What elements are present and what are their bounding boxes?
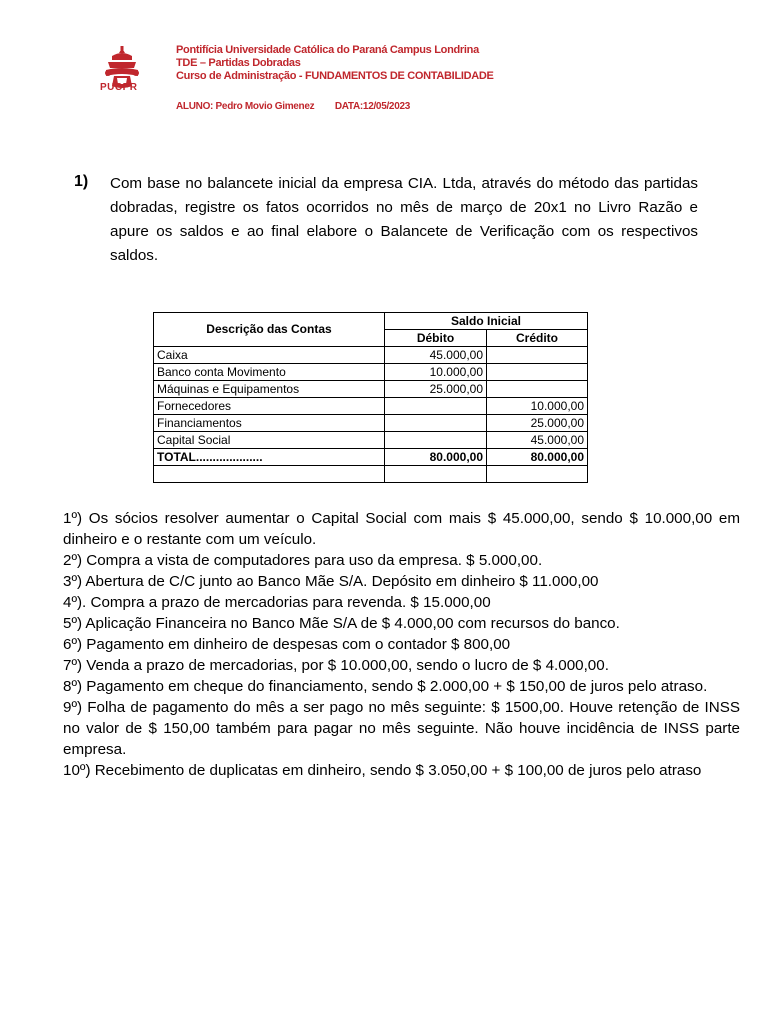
fact-item: 1º) Os sócios resolver aumentar o Capital Social com mais $ 45.000,00, sendo $ 10.000,00 em dinheiro e o restante com um veículo. (63, 510, 740, 548)
row-debit: 45.000,00 (385, 347, 487, 364)
fact-item: 4º). Compra a prazo de mercadorias para revenda. $ 15.000,00 (63, 594, 491, 611)
initial-balance-table (153, 312, 588, 483)
col-header-credit: Crédito (487, 330, 588, 347)
table-empty-row (154, 466, 588, 483)
fact-item: 8º) Pagamento em cheque do financiamento, sendo $ 2.000,00 + $ 150,00 de juros pelo atraso. (63, 678, 708, 695)
row-debit (385, 432, 487, 449)
table-row (154, 415, 588, 432)
row-debit: 80.000,00 (385, 449, 487, 466)
row-credit (487, 381, 588, 398)
row-debit (385, 398, 487, 415)
question-number: 1) (74, 173, 89, 190)
table-row (154, 398, 588, 415)
university-name: Pontifícia Universidade Católica do Paraná Campus Londrina (176, 44, 479, 56)
fact-item: 2º) Compra a vista de computadores para uso da empresa. $ 5.000,00. (63, 552, 543, 569)
row-debit: 10.000,00 (385, 364, 487, 381)
col-header-description: Descrição das Contas (154, 313, 385, 347)
table-row (154, 381, 588, 398)
fact-item: 9º) Folha de pagamento do mês a ser pago no mês seguinte: $ 1500,00. Houve retenção de INSS no valor de $ 150,00 também para pagar no mês seguinte. Não houve incidência de INSS parte empresa. (63, 699, 740, 758)
fact-item: 5º) Aplicação Financeira no Banco Mãe S/A de $ 4.000,00 com recursos do banco. (63, 615, 620, 632)
table-row (154, 347, 588, 364)
row-desc: Fornecedores (154, 398, 385, 415)
discipline-line: Curso de Administração - FUNDAMENTOS DE CONTABILIDADE (176, 70, 494, 82)
student-line (176, 101, 428, 112)
row-credit: 25.000,00 (487, 415, 588, 432)
row-debit: 25.000,00 (385, 381, 487, 398)
document-header (176, 44, 494, 83)
table-total-row (154, 449, 588, 466)
col-group-header: Saldo Inicial (385, 313, 588, 330)
course-line: TDE – Partidas Dobradas (176, 57, 301, 69)
row-desc: Caixa (154, 347, 385, 364)
row-desc: Banco conta Movimento (154, 364, 385, 381)
row-credit: 10.000,00 (487, 398, 588, 415)
row-desc: Capital Social (154, 432, 385, 449)
row-credit: 45.000,00 (487, 432, 588, 449)
fact-item: 10º) Recebimento de duplicatas em dinheiro, sendo $ 3.050,00 + $ 100,00 de juros pelo atraso (63, 762, 702, 779)
row-credit (487, 364, 588, 381)
logo-label: PUCPR (100, 82, 138, 93)
row-credit (487, 347, 588, 364)
row-debit (385, 415, 487, 432)
row-desc: Máquinas e Equipamentos (154, 381, 385, 398)
fact-item: 7º) Venda a prazo de mercadorias, por $ 10.000,00, sendo o lucro de $ 4.000,00. (63, 657, 609, 674)
row-credit: 80.000,00 (487, 449, 588, 466)
facts-list (63, 508, 740, 781)
row-desc: TOTAL.................... (154, 449, 385, 466)
student-name: ALUNO: Pedro Movio Gimenez (176, 101, 315, 112)
fact-item: 6º) Pagamento em dinheiro de despesas com o contador $ 800,00 (63, 636, 511, 653)
table-row (154, 432, 588, 449)
fact-item: 3º) Abertura de C/C junto ao Banco Mãe S/A. Depósito em dinheiro $ 11.000,00 (63, 573, 599, 590)
question-text: Com base no balancete inicial da empresa CIA. Ltda, através do método das partidas dobradas, registre os fatos ocorridos no mês de março de 20x1 no Livro Razão e apure os saldos e ao final elabore o Balancete de Verificação com os respectivos saldos. (110, 175, 698, 264)
table-row (154, 364, 588, 381)
document-date: DATA:12/05/2023 (334, 101, 410, 112)
row-desc: Financiamentos (154, 415, 385, 432)
col-header-debit: Débito (385, 330, 487, 347)
